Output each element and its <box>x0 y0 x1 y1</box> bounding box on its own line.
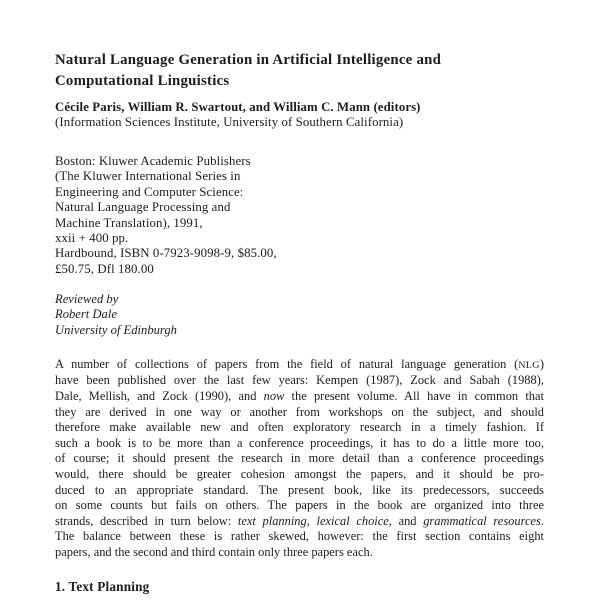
text-segment: . <box>540 513 544 528</box>
text-line <box>55 420 544 436</box>
text-segment: of course; it should present the research in more detail than a conference proceedings <box>55 451 544 466</box>
text-line <box>55 373 544 389</box>
text-segment: they are derived in one way or another from workshops on the subject, and should <box>55 404 544 419</box>
text-segment: now <box>263 389 285 404</box>
text-line: (The Kluwer International Series in <box>55 169 241 184</box>
text-line <box>55 405 544 421</box>
text-line: Computational Linguistics <box>55 73 230 89</box>
text-segment: have been published over the last few years: Kempen (1987), Zock and Sabah (1988), <box>55 373 544 388</box>
byline-block <box>55 100 544 130</box>
text-segment: , <box>306 513 317 528</box>
text-line <box>55 483 544 499</box>
text-segment: would, there should be greater cohesion amongst the papers, and it should be pro- <box>55 467 544 482</box>
text-segment: papers, and the second and third contain only three papers each. <box>55 544 373 559</box>
text-segment: ) <box>539 356 544 371</box>
text-line <box>55 357 544 374</box>
text-line: Natural Language Processing and <box>55 200 231 215</box>
text-line: Machine Translation), 1991, <box>55 215 203 230</box>
text-segment: strands, described in turn below: <box>55 513 238 528</box>
text-segment: , and <box>388 513 424 528</box>
book-title <box>55 50 544 92</box>
text-segment: such a book is to be more than a conference proceedings, it has to do a little more too, <box>55 435 544 450</box>
text-line: Hardbound, ISBN 0-7923-9098-9, $85.00, <box>55 246 277 261</box>
text-line: xxii + 400 pp. <box>55 231 129 246</box>
text-line: Engineering and Computer Science: <box>55 184 244 199</box>
text-segment: lexical choice <box>316 513 389 528</box>
text-segment: therefore make available new and often exploratory research in a timely fashion. If <box>55 420 544 435</box>
publication-info <box>55 154 544 277</box>
text-segment: grammatical resources <box>423 513 541 528</box>
text-segment: NLG <box>518 359 540 371</box>
review-body-paragraph <box>55 357 544 561</box>
text-line: £50.75, Dfl 180.00 <box>55 261 154 276</box>
text-line <box>55 498 544 514</box>
editors-line: Cécile Paris, William R. Swartout, and William C. Mann (editors) <box>55 100 421 114</box>
text-line <box>55 514 544 530</box>
text-segment: text planning <box>237 513 307 528</box>
text-line <box>55 436 544 452</box>
reviewer-affiliation: University of Edinburgh <box>55 322 177 337</box>
affiliation-line: (Information Sciences Institute, University of Southern California) <box>55 115 404 129</box>
text-line: Boston: Kluwer Academic Publishers <box>55 154 251 168</box>
reviewer-block <box>55 292 544 338</box>
text-segment: duced to an appropriate standard. The present book, like its predecessors, succeeds <box>55 482 544 497</box>
text-line <box>55 389 544 405</box>
text-segment: A number of collections of papers from the field of natural language generation ( <box>55 356 519 371</box>
text-line <box>55 467 544 483</box>
text-segment: on some counts but fails on others. The papers in the book are organized into three <box>55 498 544 513</box>
text-line <box>55 545 544 561</box>
section-heading: 1. Text Planning <box>55 578 150 594</box>
text-line <box>55 529 544 545</box>
text-segment: The balance between these is rather skewed, however: the first section contains eight <box>55 529 544 544</box>
text-line <box>55 451 544 467</box>
reviewed-by-label: Reviewed by <box>55 292 119 307</box>
reviewer-name: Robert Dale <box>55 307 117 322</box>
text-line: Natural Language Generation in Artificial Intelligence and <box>55 52 442 68</box>
text-segment: Dale, Mellish, and Zock (1990), and <box>55 389 264 404</box>
text-segment: the present volume. All have in common that <box>284 389 544 404</box>
